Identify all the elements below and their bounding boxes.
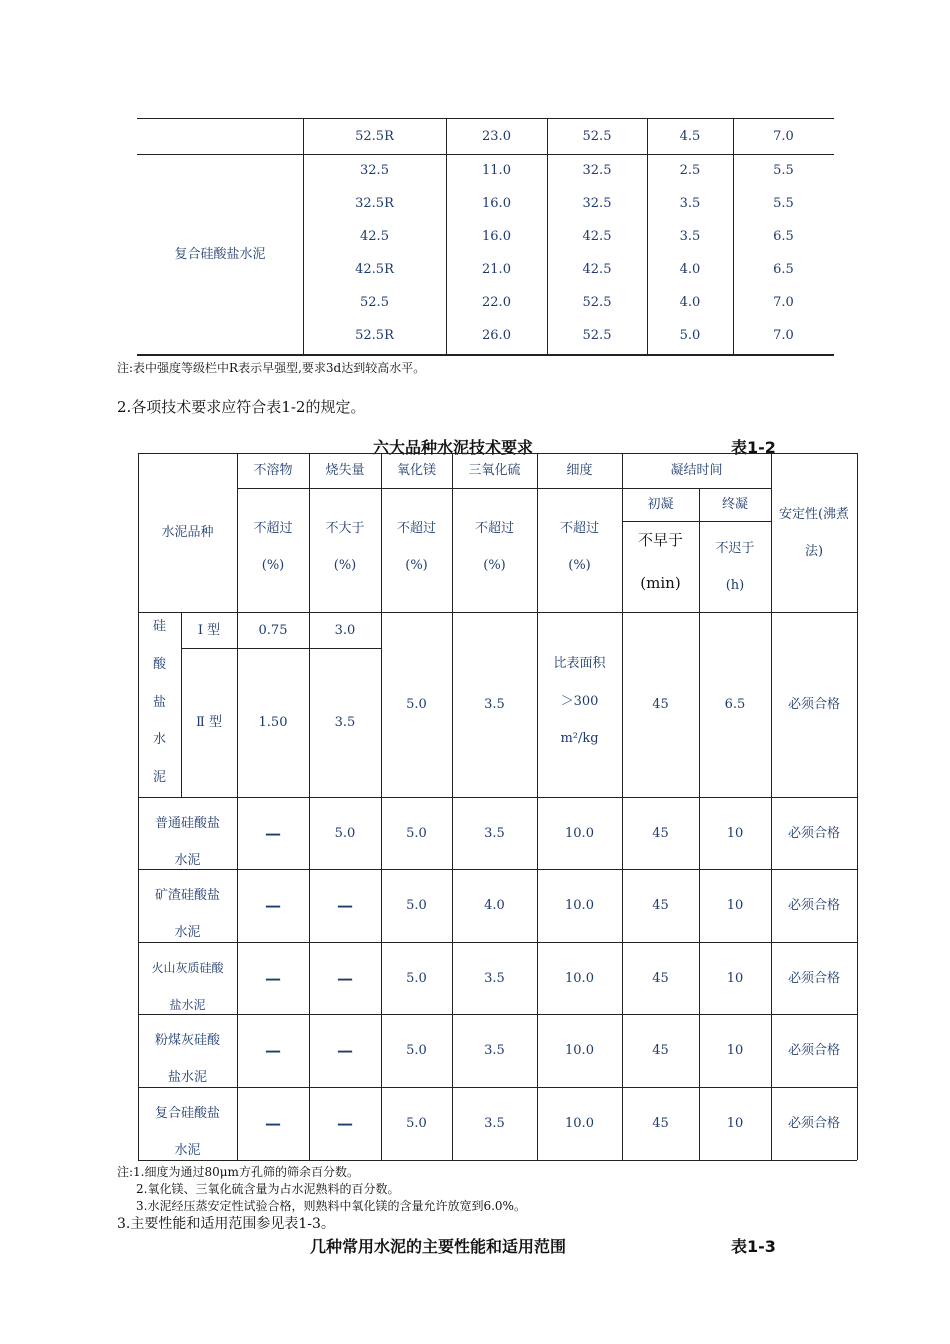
table-cell: 5.0	[406, 697, 427, 712]
table-cell: 必须合格	[787, 970, 840, 986]
table3-title: 几种常用水泥的主要性能和适用范围	[310, 1237, 567, 1256]
table-cell: 6.5	[773, 228, 794, 244]
table-cell: 52.5R	[355, 128, 394, 144]
table-cell: 6.5	[724, 697, 746, 712]
table-cell: 52.5R	[355, 327, 394, 343]
header-mgo: 氧化镁	[396, 463, 436, 478]
silicate-name: 硅 酸 盐 水 泥	[152, 619, 166, 785]
table-cell: 5.0	[406, 825, 427, 841]
table-cell: 45	[652, 825, 669, 841]
table-cell: 10	[726, 898, 744, 913]
row-variety-name: 粉煤灰硅酸 盐水泥	[154, 1033, 220, 1085]
table-cell: 32.5	[582, 195, 612, 211]
table-cell: —	[265, 1041, 281, 1060]
subheader-fineness: 不超过 (%)	[559, 521, 599, 573]
table-cell: 3.0	[334, 622, 356, 638]
table-cell: 45	[652, 1116, 669, 1131]
header-insoluble: 不溶物	[253, 463, 293, 478]
table2-number: 表1-2	[731, 438, 776, 457]
table-cell: 必须合格	[787, 697, 840, 712]
table-cell: 45	[652, 1043, 669, 1058]
table-cell: 52.5	[582, 294, 612, 310]
table-cell: 必须合格	[787, 898, 840, 913]
subheader-so3: 不超过 (%)	[474, 521, 514, 573]
table3-number: 表1-3	[731, 1237, 776, 1256]
table-cell: 7.0	[773, 128, 794, 144]
table-cell: 3.5	[484, 825, 505, 841]
table-cell: 5.0	[406, 1043, 427, 1058]
table2-title: 六大品种水泥技术要求	[373, 438, 534, 457]
table-cell: 10	[726, 1116, 744, 1131]
table-cell: —	[265, 896, 281, 915]
table-cell: 4.0	[484, 898, 505, 913]
header-final: 终凝	[721, 497, 748, 512]
table-cell: 10	[726, 970, 744, 986]
table-cell: 11.0	[482, 162, 511, 178]
table-cell: 3.5	[679, 228, 701, 244]
table-cell: 5.0	[406, 970, 427, 986]
table-cell: —	[265, 968, 281, 988]
silicate-fineness: 比表面积 ＞300 m²/kg	[553, 656, 606, 746]
table2-note-3: 3.水泥经压蒸安定性试验合格，则熟料中氧化镁的含量允许放宽到6.0%。	[136, 1199, 526, 1213]
table-cell: 4.0	[679, 261, 701, 277]
header-setting: 凝结时间	[670, 463, 723, 478]
table-cell: 5.0	[679, 327, 701, 343]
table-cell: 0.75	[258, 622, 288, 638]
table-cell: 26.0	[482, 327, 511, 343]
table-cell: 7.0	[773, 294, 794, 310]
header-loss: 烧失量	[325, 463, 365, 478]
table-cell: 必须合格	[787, 1116, 840, 1131]
table-cell: 3.5	[484, 1116, 505, 1131]
table-cell: 10.0	[565, 1043, 594, 1058]
table-cell: 45	[652, 898, 669, 913]
group-name: 复合硅酸盐水泥	[174, 246, 266, 262]
table-cell: 5.0	[334, 825, 356, 841]
table-cell: 10.0	[565, 1116, 594, 1131]
table-cell: 42.5	[582, 228, 612, 244]
table-cell: 32.5R	[355, 195, 394, 211]
silicate-type1: Ⅰ 型	[197, 622, 221, 638]
table2-note-1: 注:1.细度为通过80μm方孔筛的筛余百分数。	[117, 1165, 359, 1179]
table-cell: —	[337, 896, 353, 915]
row-variety-name: 复合硅酸盐 水泥	[154, 1106, 220, 1158]
row-variety-name: 矿渣硅酸盐 水泥	[154, 888, 220, 940]
table-cell: 10.0	[565, 825, 594, 841]
table-cell: 45	[652, 697, 669, 712]
table-cell: 2.5	[679, 162, 701, 178]
table-cell: 3.5	[484, 970, 505, 986]
table-cell: 16.0	[482, 195, 511, 211]
table-cell: 23.0	[482, 128, 511, 144]
table-cell: —	[265, 823, 281, 843]
table-cell: 3.5	[679, 195, 701, 211]
paragraph-2: 2.各项技术要求应符合表1-2的规定。	[117, 398, 366, 416]
table-cell: 42.5	[360, 228, 389, 244]
subheader-insoluble: 不超过 (%)	[253, 521, 293, 573]
table-cell: 3.5	[334, 715, 356, 730]
header-initial: 初凝	[647, 497, 674, 512]
table-cell: 5.5	[773, 195, 794, 211]
paragraph-3: 3.主要性能和适用范围参见表1-3。	[117, 1216, 335, 1232]
table-cell: 42.5R	[355, 261, 394, 277]
header-variety: 水泥品种	[161, 525, 214, 540]
table-cell: 10.0	[565, 970, 594, 986]
table2-note-2: 2.氧化镁、三氧化硫含量为占水泥熟料的百分数。	[136, 1182, 400, 1196]
table-cell: 22.0	[482, 294, 511, 310]
table-cell: 42.5	[582, 261, 612, 277]
subheader-final: 不迟于 (h)	[715, 541, 755, 593]
table1-note: 注:表中强度等级栏中R表示早强型,要求3d达到较高水平。	[117, 361, 426, 375]
row-variety-name: 火山灰质硅酸 盐水泥	[151, 961, 224, 1012]
table-cell: 1.50	[258, 715, 288, 730]
table-cell: 16.0	[482, 228, 511, 244]
table-cell: 10	[726, 1043, 744, 1058]
table-cell: —	[337, 1041, 353, 1060]
header-fineness: 细度	[566, 463, 593, 478]
header-soundness: 安定性(沸煮法)	[778, 506, 850, 559]
table-cell: 10.0	[565, 898, 594, 913]
table-cell: 7.0	[773, 327, 794, 343]
table-cell: 必须合格	[787, 1043, 840, 1058]
table-cell: 3.5	[484, 697, 505, 712]
table-cell: —	[337, 968, 353, 988]
header-so3: 三氧化硫	[468, 463, 521, 478]
table-cell: 4.0	[679, 294, 701, 310]
table-cell: 52.5	[582, 327, 612, 343]
table-cell: —	[265, 1114, 281, 1133]
table-cell: 6.5	[773, 261, 794, 277]
table-cell: 52.5	[360, 294, 389, 310]
table-cell: 4.5	[679, 128, 701, 144]
table-cell: 52.5	[582, 128, 612, 144]
table-cell: 5.0	[406, 1116, 427, 1131]
silicate-type2: Ⅱ 型	[196, 715, 222, 730]
subheader-loss: 不大于 (%)	[325, 521, 365, 573]
table-cell: 32.5	[360, 162, 389, 178]
table-cell: —	[337, 1114, 353, 1133]
table-cell: 5.5	[773, 162, 794, 178]
table-cell: 10	[726, 825, 744, 841]
table-cell: 45	[652, 970, 669, 986]
table-cell: 32.5	[582, 162, 612, 178]
row-variety-name: 普通硅酸盐 水泥	[154, 816, 220, 868]
table-cell: 5.0	[406, 898, 427, 913]
subheader-mgo: 不超过 (%)	[396, 521, 436, 573]
table-cell: 3.5	[484, 1043, 505, 1058]
table-cell: 21.0	[482, 261, 511, 277]
table-cell: 必须合格	[787, 825, 840, 841]
subheader-initial: 不早于 (min)	[637, 531, 683, 592]
